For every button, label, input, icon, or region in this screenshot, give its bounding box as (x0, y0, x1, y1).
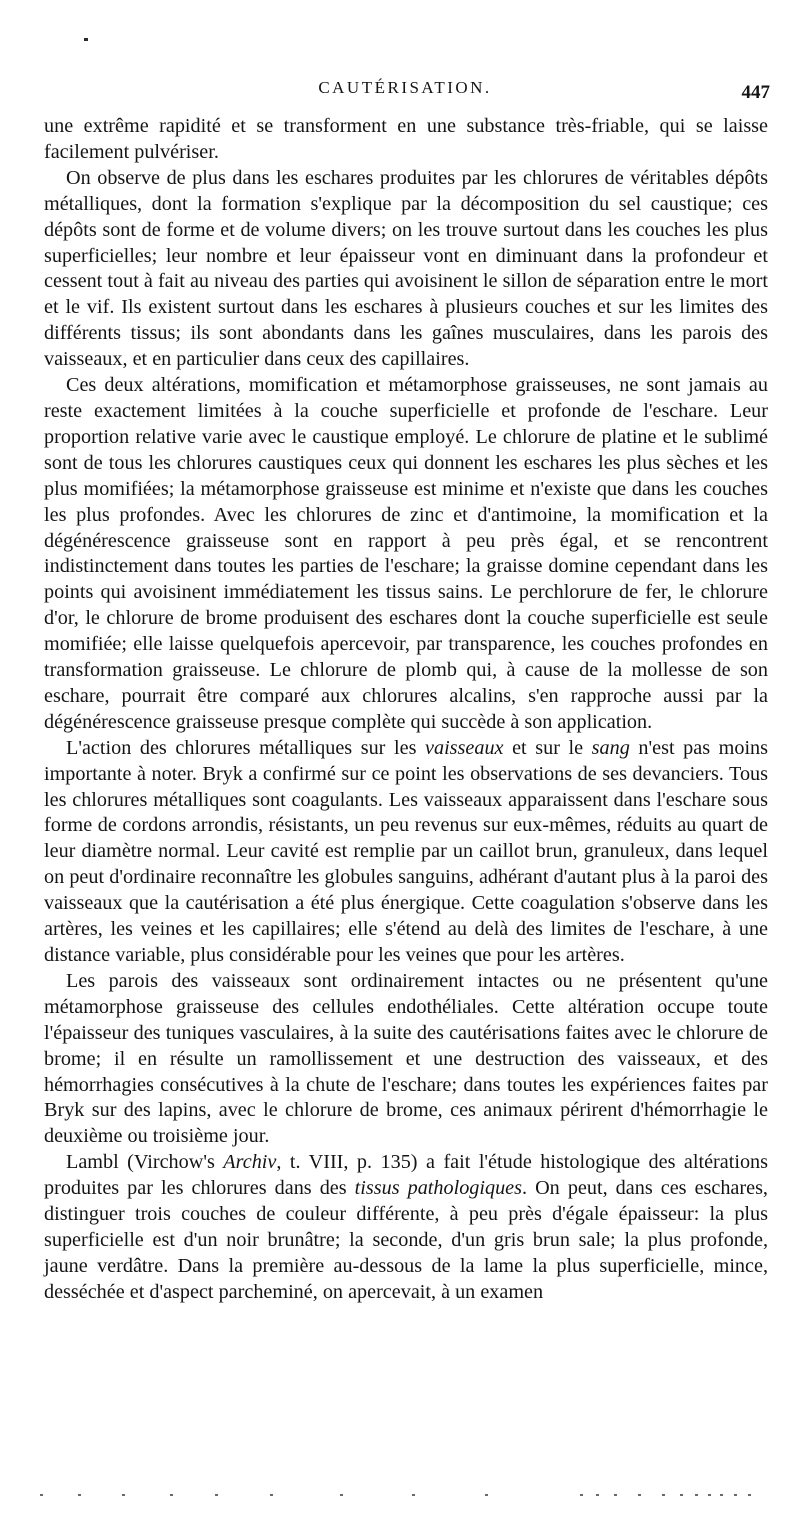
text-segment: et sur le (503, 736, 592, 759)
ink-speck (84, 38, 88, 41)
paragraph-metallic-deposits: On observe de plus dans les eschares produites par les chlorures de véritables dépôts métalliques, dont la formation s'explique par la décomposition du sel caustique; ces dépôts sont de forme et de volume divers; on les trouve surtout dans les couches les plus superficielles; leur nombre et leur épaisseur vont en diminuant dans la profondeur et cessent tout à fait au niveau des parties qui avoisinent le sillon de séparation entre le mort et le vif. Ils existent surtout dans les eschares à plusieurs couches et sur les limites des différents tissus; ils sont abondants dans les gaînes musculaires, dans les parois des vaisseaux, et en particulier dans ceux des capillaires. (44, 166, 768, 371)
paragraph-vessels-and-blood (44, 736, 768, 969)
page-number: 447 (741, 82, 770, 103)
italic-term-vaisseaux: vaisseaux (425, 736, 504, 759)
italic-term-archiv: Archiv (223, 1151, 277, 1174)
text-segment: . On peut, dans ces eschares, distinguer trois couches de couleur différente, à peu près d'égale épaisseur: la plus superficielle est d'un noir brunâtre; la seconde, d'un gris brun sale; la plus profonde, jaune verdâtre. Dans la première au-dessous de la lame la plus superficielle, mince, desséchée et d'aspect parcheminé, on apercevait, à un examen (44, 1177, 768, 1303)
bottom-edge-specks (40, 1492, 760, 1498)
text-segment: n'est pas moins importante à noter. Bryk a confirmé sur ce point les observations de ses devanciers. Tous les chlorures métalliques sont coagulants. Les vaisseaux apparaissent dans l'eschare sous forme de cordons arrondis, résistants, un peu revenus sur eux-mêmes, réduits au quart de leur diamètre normal. Leur cavité est remplie par un caillot brun, granuleux, dans lequel on peut d'ordinaire reconnaître les globules sanguins, adhérant d'autant plus à la paroi des vaisseaux que la cautérisation a été plus énergique. Cette coagulation s'observe dans les artères, les veines et les capillaires; elle s'étend au delà des limites de l'eschare, à une distance variable, plus considérable pour les veines que pour les artères. (44, 736, 769, 966)
text-segment: Lambl (Virchow's (66, 1151, 224, 1174)
page-header (40, 78, 770, 108)
paragraph-vessel-walls: Les parois des vaisseaux sont ordinairement intactes ou ne présentent qu'une métamorphose graisseuse des cellules endothéliales. Cette altération occupe toute l'épaisseur des tuniques vasculaires, à la suite des cautérisations faites avec le chlorure de brome; il en résulte un ramollissement et une destruction des vaisseaux, et des hémorrhagies consécutives à la chute de l'eschare; dans toutes les expériences faites par Bryk sur des lapins, avec le chlorure de brome, ces animaux périrent d'hémorrhagie le deuxième ou troisième jour. (44, 969, 768, 1148)
paragraph-lambl (44, 1150, 768, 1305)
text-segment: L'action des chlorures métalliques sur les (66, 736, 426, 759)
text-segment: , t. VIII, p. 135) a fait l'étude histologique des altérations produites par les chlorures dans des (44, 1151, 769, 1200)
paragraph-continuation: une extrême rapidité et se transforment en une substance très-friable, qui se laisse facilement pulvériser. (44, 115, 768, 163)
italic-term-sang: sang (591, 736, 630, 759)
running-title: CAUTÉRISATION. (318, 78, 492, 97)
italic-term-tissus-pathologiques: tissus pathologiques (354, 1177, 522, 1200)
body-text (44, 114, 768, 1306)
paragraph-alterations: Ces deux altérations, momification et métamorphose graisseuses, ne sont jamais au reste exactement limitées à la couche superficielle et profonde de l'eschare. Leur proportion relative varie avec le caustique employé. Le chlorure de platine et le sublimé sont de tous les chlorures caustiques ceux qui donnent les eschares les plus sèches et les plus momifiées; la métamorphose graisseuse est minime et n'existe que dans les couches les plus profondes. Avec les chlorures de zinc et d'antimoine, la momification et la dégénérescence graisseuse sont en rapport à peu près égal, et se rencontrent indistinctement dans toutes les parties de l'eschare; la graisse domine cependant dans les points qui avoisinent immédiatement les tissus sains. Le perchlorure de fer, le chlorure d'or, le chlorure de brome produisent des eschares dont la couche superficielle est seule momifiée; elle laisse quelquefois apercevoir, par transparence, les couches profondes en transformation graisseuse. Le chlorure de plomb qui, à cause de la mollesse de son eschare, pourrait être comparé aux chlorures alcalins, s'en rapproche aussi par la dégénérescence graisseuse presque complète qui succède à son application. (44, 374, 768, 733)
